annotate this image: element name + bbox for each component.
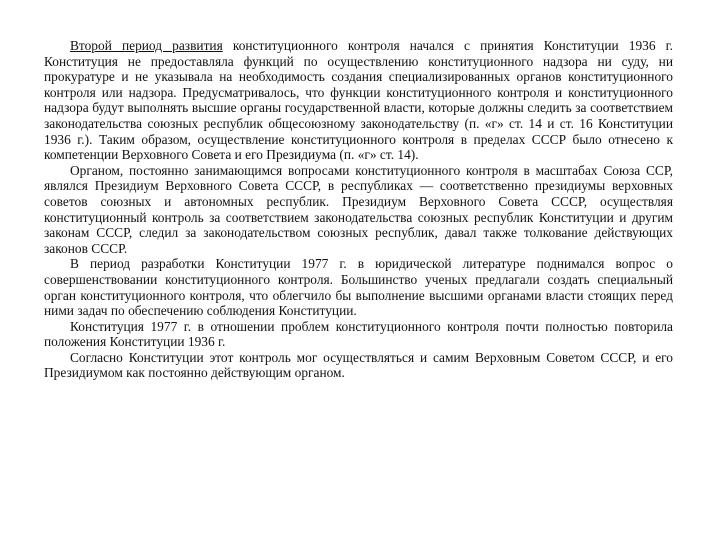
paragraph-presidium	[44, 163, 673, 257]
underlined-lead-phrase: Второй период развития	[70, 38, 223, 53]
paragraph-second-period	[44, 38, 673, 163]
paragraph-text: В период разработки Конституции 1977 г. в юридической литературе поднимался вопрос о совершенствовании конституционного контроля. Большинство ученых предлагали создать специальный орган конституционного контроля, что облегчило бы выполнение высшими органами власти стоящих перед ними задач по обеспечению соблюдения Конституции.	[44, 256, 673, 319]
paragraph-1977-development	[44, 256, 673, 318]
paragraph-text: Органом, постоянно занимающимся вопросами конституционного контроля в масштабах Союза ССР, являлся Президиум Верховного Совета СССР, в республиках — соответственно президиумы верховных советов союзных и автономных республик. Президиум Верховного Совета СССР, осуществляя конституционный контроль за соответствием законодательства союзных республик Конституции и другим законам СССР, следил за законодательством союзных республик, давал также толкование действующих законов СССР.	[44, 162, 673, 256]
document-body	[44, 38, 673, 381]
paragraph-supreme-soviet	[44, 350, 673, 381]
paragraph-1977-constitution	[44, 319, 673, 350]
paragraph-text: конституционного контроля начался с принятия Конституции 1936 г. Конституция не предоставляла функций по осуществлению конституционного надзора ни суду, ни прокуратуре и не указывала на необходимость создания специализированных органов конституционного контроля или надзора. Предусматривалось, что функции конституционного контроля и конституционного надзора будут выполнять высшие органы государственной власти, которые должны следить за соответствием законодательства союзных республик общесоюзному законодательству (п. «г» ст. 14 и ст. 16 Конституции 1936 г.). Таким образом, осуществление конституционного контроля в пределах СССР было отнесено к компетенции Верховного Совета и его Президиума (п. «г» ст. 14).	[44, 38, 673, 163]
paragraph-text: Конституция 1977 г. в отношении проблем конституционного контроля почти полностью повторила положения Конституции 1936 г.	[44, 318, 673, 350]
paragraph-text: Согласно Конституции этот контроль мог осуществляться и самим Верховным Советом СССР, и его Президиумом как постоянно действующим органом.	[44, 349, 673, 381]
